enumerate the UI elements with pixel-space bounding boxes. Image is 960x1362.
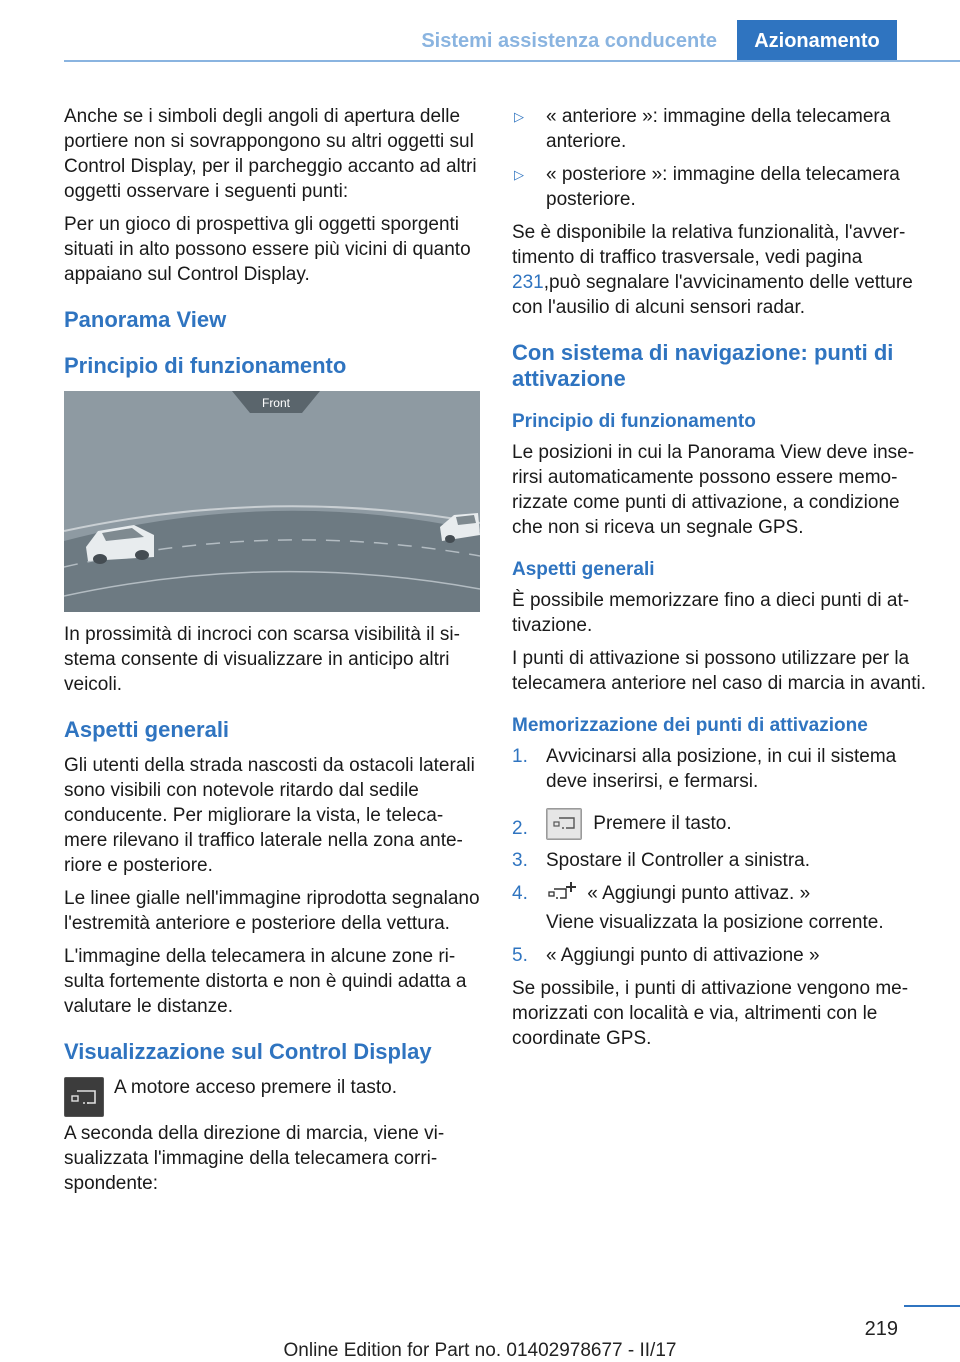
- step-text: Viene visualizzata la posizione corrente.: [546, 912, 884, 933]
- camera-button-icon: [546, 808, 582, 840]
- right-column: [512, 104, 926, 1059]
- paragraph: I punti di attivazione si possono utilizzare per la telecamera anteriore nel caso di marcia in avanti.: [512, 648, 926, 694]
- step-item-continuation: [512, 910, 926, 935]
- paragraph-text: Se è disponibile la relativa funzionalità, l'avvertimento di traffico trasversale, vedi pagina: [512, 222, 906, 268]
- footer-rule: [904, 1305, 960, 1307]
- page-header: [0, 0, 960, 62]
- paragraph: A motore acceso premere il tasto.: [114, 1077, 398, 1098]
- page-reference-link[interactable]: 231: [512, 272, 544, 293]
- bullet-text: « anteriore »: immagine della telecamera anteriore.: [546, 106, 891, 152]
- paragraph: [512, 220, 926, 320]
- step-text: Premere il tasto.: [593, 813, 732, 835]
- step-item: [512, 808, 926, 840]
- list-item: [512, 104, 926, 154]
- step-text: « Aggiungi punto attivaz. »: [587, 883, 811, 904]
- heading-principio: Principio di funzionamento: [64, 353, 347, 378]
- step-number: 5.: [512, 945, 528, 966]
- panorama-view-figure: [64, 391, 480, 612]
- bullet-text: « posteriore »: immagine della telecamera posteriore.: [546, 164, 900, 210]
- paragraph: Anche se i simboli degli angoli di apertura delle portiere non si sovrappongono su altri oggetti sul Control Display, per il parcheggio accanto ad altri oggetti osservare i seguenti punti:: [64, 106, 477, 202]
- header-rule: [64, 60, 960, 62]
- heading-aspetti-generali: Aspetti generali: [64, 717, 230, 742]
- header-chapter-tab: Azionamento: [737, 20, 897, 62]
- heading-memorizzazione: Memorizzazione dei punti di attivazione: [512, 715, 868, 736]
- step-text: « Aggiungi punto di attivazione »: [546, 945, 820, 966]
- add-activation-point-icon: [546, 881, 576, 903]
- list-item: [512, 162, 926, 212]
- heading-panorama-view: Panorama View: [64, 307, 227, 332]
- page-number: 219: [864, 1318, 898, 1340]
- camera-button-icon: [64, 1077, 104, 1117]
- paragraph: È possibile memorizzare fino a dieci punti di attivazione.: [512, 590, 910, 636]
- step-number: 1.: [512, 746, 528, 767]
- step-text: Avvicinarsi alla posizione, in cui il sistema deve inserirsi, e fermarsi.: [546, 746, 897, 792]
- step-number: 2.: [512, 818, 528, 839]
- step-number: 4.: [512, 883, 528, 904]
- paragraph: Per un gioco di prospettiva gli oggetti sporgenti situati in alto possono essere più vicini di quanto appaiano sul Control Display.: [64, 214, 471, 285]
- paragraph-text: ,può segnalare l'avvicinamento delle vetture con l'ausilio di alcuni sensori radar.: [512, 272, 913, 318]
- paragraph: Se possibile, i punti di attivazione vengono memorizzati con località e via, altrimenti con le coordinate GPS.: [512, 978, 909, 1049]
- step-number: 3.: [512, 850, 528, 871]
- heading-visualizzazione: Visualizzazione sul Control Display: [64, 1039, 432, 1064]
- triangle-bullet-icon: ▷: [514, 167, 524, 182]
- paragraph: L'immagine della telecamera in alcune zone risulta fortemente distorta e non è quindi adatta a valutare le distanze.: [64, 946, 467, 1017]
- step-item: [512, 744, 926, 794]
- heading-navigazione: Con sistema di navigazione: punti di attivazione: [512, 340, 894, 391]
- step-text: Spostare il Controller a sinistra.: [546, 850, 810, 871]
- paragraph: Le linee gialle nell'immagine riprodotta segnalano l'estremità anteriore e posteriore della vettura.: [64, 888, 480, 934]
- paragraph: Gli utenti della strada nascosti da ostacoli laterali sono visibili con notevole ritardo dal sedile conducente. Per migliorare la vista, le telecamere rilevano il traffico laterale nella zona anteriore e posteriore.: [64, 755, 475, 876]
- paragraph: A seconda della direzione di marcia, viene visualizzata l'immagine della telecamera corrispondente:: [64, 1123, 445, 1194]
- header-section-title: Sistemi assistenza conducente: [421, 30, 717, 52]
- triangle-bullet-icon: ▷: [514, 109, 524, 124]
- figure-front-label: Front: [261, 396, 291, 410]
- heading-principio: Principio di funzionamento: [512, 411, 756, 432]
- heading-aspetti-generali: Aspetti generali: [512, 559, 655, 580]
- paragraph: In prossimità di incroci con scarsa visibilità il sistema consente di visualizzare in anticipo altri veicoli.: [64, 624, 460, 695]
- step-item: [512, 848, 926, 873]
- paragraph: Le posizioni in cui la Panorama View deve inserirsi automaticamente possono essere memorizzate come punti di attivazione, a condizione che non si riceva un segnale GPS.: [512, 442, 915, 538]
- left-column: [64, 104, 480, 1204]
- step-item: [512, 943, 926, 968]
- step-item: [512, 881, 926, 906]
- edition-note: Online Edition for Part no. 01402978677 - II/17: [283, 1340, 677, 1361]
